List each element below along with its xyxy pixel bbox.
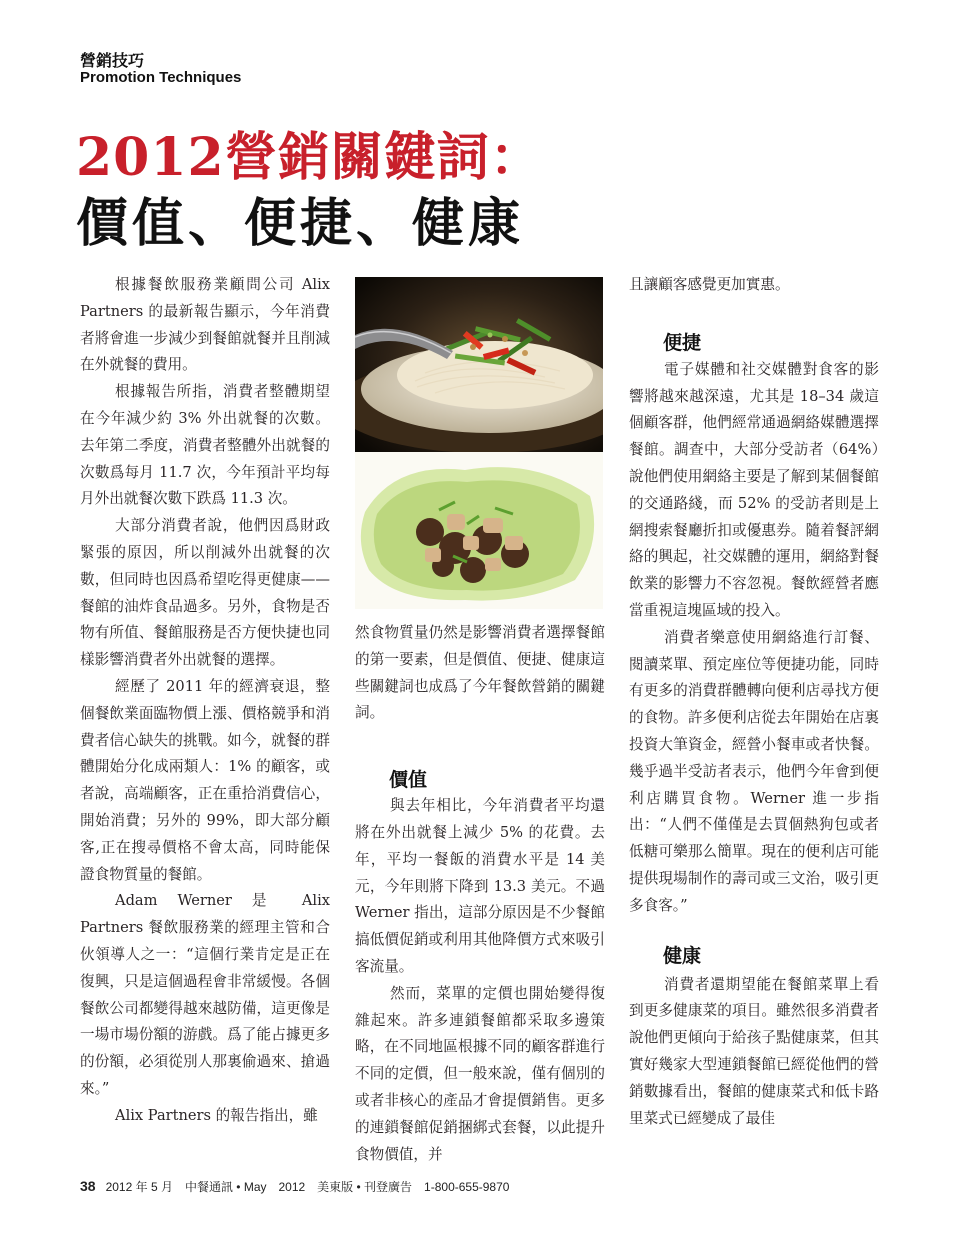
section-kicker-en: Promotion Techniques: [80, 69, 242, 86]
lettuce-wrap-food-image: [355, 452, 603, 609]
paragraph: 經歷了 2011 年的經濟衰退，整個餐飲業面臨物價上漲、價格競爭和消費者信心缺失的挑戰。如今，就餐的群體開始分化成兩類人：1% 的顧客，或者說，高端顧客，正在重拾消費信心，開始消費；另外的 99%，即大部分顧客,正在搜尋價格不會太高，同時能保證食物質量的餐館。: [80, 677, 330, 883]
noodle-salad-plate-image: [355, 277, 603, 452]
article-title-line2: 價值、便捷、健康: [76, 193, 525, 254]
section-heading-convenience: 便捷: [663, 331, 702, 354]
paragraph: 根據餐飲服務業顧問公司 Alix Partners 的最新報告顯示，今年消費者將會進一步減少到餐館就餐并且削減在外就餐的費用。: [80, 276, 330, 374]
paragraph: Adam Werner 是 Alix Partners 餐飲服務業的經理主管和合伙領導人之一：“這個行業肯定是正在復興，只是這個過程會非常緩慢。各個餐飲公司都變得越來越防備，這更像是一場市場份額的游戲。爲了能占據更多的份額，必須從別人那裏偷過來、搶過來。”: [80, 892, 330, 1097]
article-column-2: [355, 620, 605, 1168]
paragraph: 然食物質量仍然是影響消費者選擇餐館的第一要素，但是價值、便捷、健康這些關鍵詞也成爲了今年餐飲營銷的關鍵詞。: [355, 624, 605, 722]
section-kicker-zh: 營銷技巧: [80, 51, 145, 70]
lettuce-wrap-photo: [355, 452, 603, 609]
paragraph: 根據報告所指，消費者整體期望在今年減少約 3% 外出就餐的次數。去年第二季度，消費者整體外出就餐的次數爲每月 11.7 次，今年預計平均每月外出就餐次數下跌爲 11.3 次。: [80, 383, 330, 508]
paragraph: 與去年相比，今年消費者平均還將在外出就餐上減少 5% 的花費。去年，平均一餐飯的消費水平是 14 美元，今年則將下降到 13.3 美元。不過 Werner 指出，這部分原因是不少餐館搞低價促銷或利用其他降價方式來吸引客流量。: [355, 797, 605, 975]
article-title-line1: 2012營銷關鍵詞：: [76, 127, 543, 188]
section-heading-health: 健康: [663, 944, 702, 967]
article-column-1: [80, 272, 330, 1130]
noodle-salad-photo: [355, 277, 603, 452]
footer-text: 2012 年 5 月 中餐通訊 • May 2012 美東版 • 刊登廣告 1-800-655-9870: [105, 1180, 510, 1194]
page-number: 38: [80, 1178, 96, 1194]
section-heading-value: 價值: [389, 769, 428, 792]
paragraph: 然而，菜單的定價也開始變得復雜起來。許多連鎖餐館都采取多邊策略，在不同地區根據不同的顧客群進行不同的定價，但一般來說，僅有個別的或者非核心的產品才會提價銷售。更多的連鎖餐館促銷捆綁式套餐，以此提升食物價值，并: [355, 984, 605, 1163]
paragraph: 消費者樂意使用網絡進行訂餐、閱讀菜單、預定座位等便捷功能，同時有更多的消費群體轉向便利店尋找方便的食物。許多便利店從去年開始在店裏投資大筆資金，經營小餐車或者快餐。幾乎過半受訪者表示，他們今年會到便利店購買食物。Werner 進一步指出：“人們不僅僅是去買個熱狗包或者低糖可樂那么簡單。現在的便利店可能提供現場制作的壽司或三文治，吸引更多食客。”: [629, 628, 879, 914]
paragraph: 消費者還期望能在餐館菜單上看到更多健康菜的項目。雖然很多消費者說他們更傾向于給孩子點健康菜，但其實好幾家大型連鎖餐館已經從他們的營銷數據看出，餐館的健康菜式和低卡路里菜式已經變成了最佳: [629, 975, 879, 1127]
paragraph: 大部分消費者說，他們因爲財政緊張的原因，所以削減外出就餐的次數，但同時也因爲希望吃得更健康——餐館的油炸食品過多。另外，食物是否物有所值、餐館服務是否方便快捷也同樣影響消費者外出就餐的選擇。: [80, 517, 330, 669]
paragraph: Alix Partners 的報告指出，雖: [115, 1106, 318, 1124]
paragraph: 且讓顧客感覺更加實惠。: [629, 276, 790, 293]
page-footer: [80, 1178, 509, 1195]
paragraph: 電子媒體和社交媒體對食客的影響將越來越深遠，尤其是 18–34 歲這個顧客群，他們經常通過網絡媒體選擇餐館。調查中，大部分受訪者（64%）說他們使用網絡主要是了解到某個餐館的交通路綫，而 52% 的受訪者則是上網搜索餐廳折扣或優惠券。隨着餐評網絡的興起，社交媒體的運用，網絡對餐飲業的影響力不容忽視。餐飲經營者應當重視這塊區域的投入。: [629, 360, 879, 619]
article-column-3: [629, 272, 879, 1132]
